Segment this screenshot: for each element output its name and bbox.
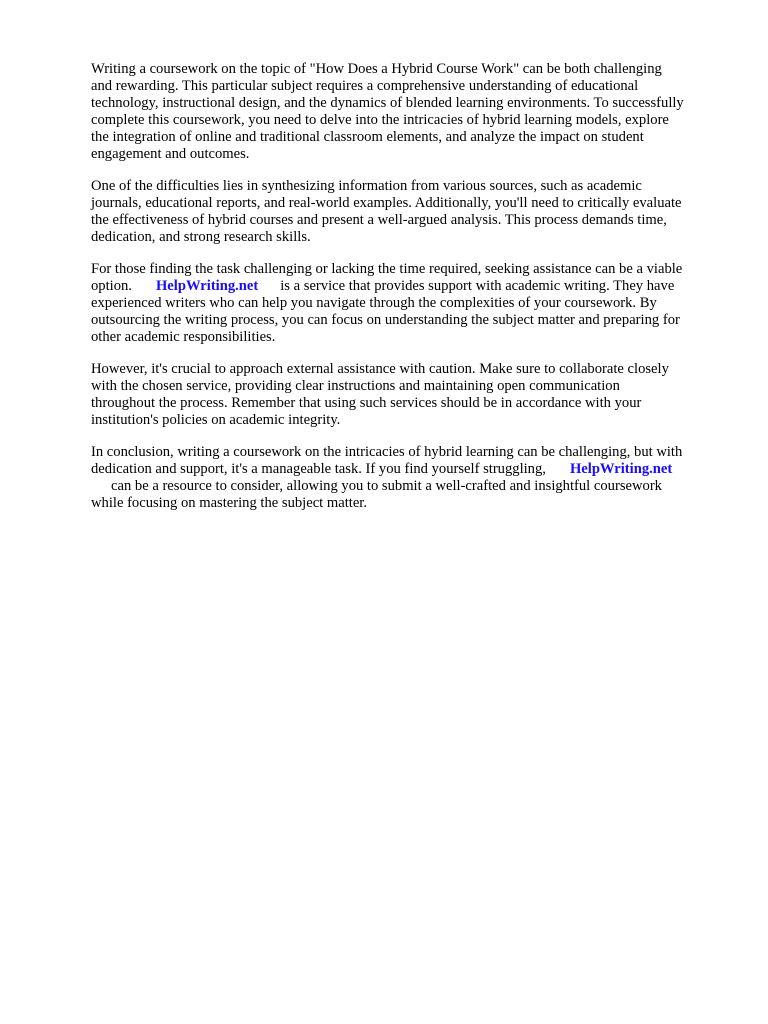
- helpwriting-link[interactable]: HelpWriting.net: [155, 278, 259, 294]
- text-line: while focusing on mastering the subject matter.: [91, 495, 367, 511]
- text-fragment: is a service that provides support with academic writing. They have: [280, 278, 675, 294]
- text-line: complete this coursework, you need to delve into the intricacies of hybrid learning models, explore: [91, 112, 669, 128]
- text-line: institution's policies on academic integrity.: [91, 412, 341, 428]
- paragraph-assistance: [91, 261, 725, 346]
- text-line: journals, educational reports, and real-world examples. Additionally, you'll need to critically evaluate: [91, 195, 682, 211]
- text-line: can be a resource to consider, allowing you to submit a well-crafted and insightful coursework: [111, 478, 662, 494]
- text-line: with the chosen service, providing clear instructions and maintaining open communication: [91, 378, 620, 394]
- text-line: outsourcing the writing process, you can focus on understanding the subject matter and preparing for: [91, 312, 680, 328]
- paragraph-difficulties: [91, 178, 725, 246]
- text-line: For those finding the task challenging or lacking the time required, seeking assistance can be a viable: [91, 261, 683, 277]
- text-line: engagement and outcomes.: [91, 146, 250, 162]
- helpwriting-link[interactable]: HelpWriting.net: [569, 461, 673, 477]
- text-line: [91, 461, 725, 478]
- text-line: [91, 278, 725, 295]
- text-line: other academic responsibilities.: [91, 329, 276, 345]
- text-fragment: dedication and support, it's a manageable task. If you find yourself struggling,: [91, 461, 546, 477]
- text-line: dedication, and strong research skills.: [91, 229, 311, 245]
- text-line: However, it's crucial to approach external assistance with caution. Make sure to collaborate closely: [91, 361, 669, 377]
- document-body: [91, 61, 725, 527]
- paragraph-caution: [91, 361, 725, 429]
- text-line: technology, instructional design, and the dynamics of blended learning environments. To successfully: [91, 95, 684, 111]
- text-fragment: option.: [91, 278, 132, 294]
- text-line: the effectiveness of hybrid courses and present a well-argued analysis. This process demands time,: [91, 212, 667, 228]
- text-line: One of the difficulties lies in synthesizing information from various sources, such as academic: [91, 178, 642, 194]
- text-line: throughout the process. Remember that using such services should be in accordance with your: [91, 395, 642, 411]
- text-line: the integration of online and traditional classroom elements, and analyze the impact on student: [91, 129, 644, 145]
- text-line: Writing a coursework on the topic of "How Does a Hybrid Course Work" can be both challenging: [91, 61, 662, 77]
- text-line: and rewarding. This particular subject requires a comprehensive understanding of educational: [91, 78, 639, 94]
- paragraph-conclusion: [91, 444, 725, 512]
- paragraph-intro: [91, 61, 725, 163]
- text-line: experienced writers who can help you navigate through the complexities of your coursework. By: [91, 295, 657, 311]
- text-line: In conclusion, writing a coursework on the intricacies of hybrid learning can be challenging, but with: [91, 444, 683, 460]
